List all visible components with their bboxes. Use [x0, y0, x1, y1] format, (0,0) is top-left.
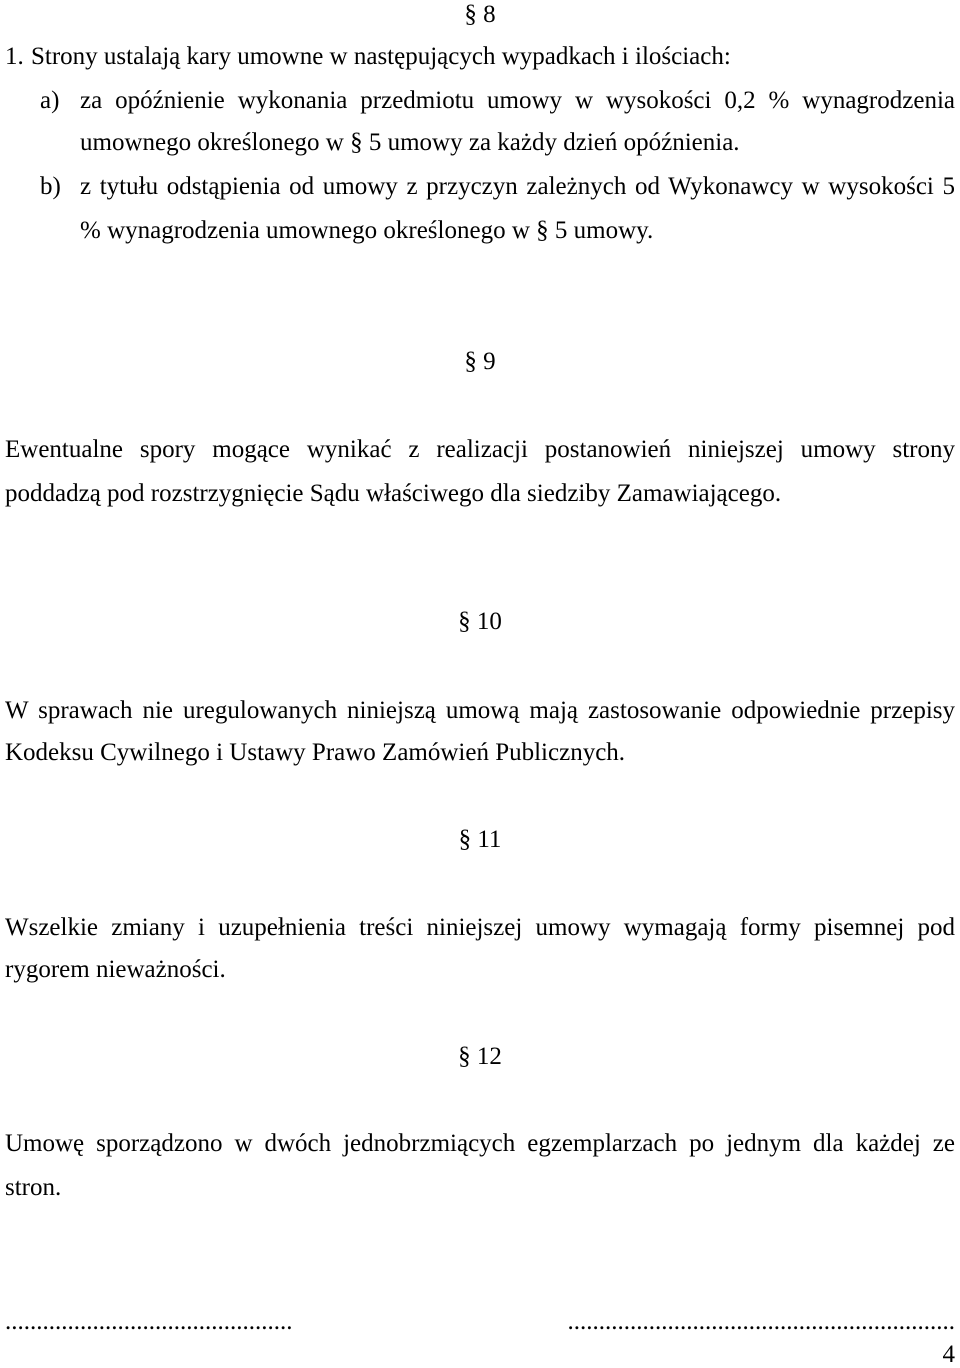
item-b-line-1: z tytułu odstąpienia od umowy z przyczyn zależnych od Wykonawcy w wysokości 5 [80, 173, 955, 200]
section-12-line-2: stron. [5, 1174, 62, 1201]
section-9-heading: § 9 [464, 348, 496, 375]
section-8-heading: § 8 [464, 1, 496, 28]
signature-line-left: .............................................. [5, 1308, 293, 1335]
section-10-line-1: W sprawach nie uregulowanych niniejszą umową mają zastosowanie odpowiednie przepisy [5, 697, 955, 724]
item-a-line-2: umownego określonego w § 5 umowy za każdy dzień opóźnienia. [80, 129, 740, 156]
section-12-heading: § 12 [458, 1043, 502, 1070]
item-a-line-1: za opóźnienie wykonania przedmiotu umowy w wysokości 0,2 % wynagrodzenia [80, 87, 955, 114]
section-9-line-1: Ewentualne spory mogące wynikać z realizacji postanowień niniejszej umowy strony [5, 436, 955, 463]
section-11-heading: § 11 [458, 826, 502, 853]
section-12-line-1: Umowę sporządzono w dwóch jednobrzmiących egzemplarzach po jednym dla każdej ze [5, 1130, 955, 1157]
section-10-line-2: Kodeksu Cywilnego i Ustawy Prawo Zamówień Publicznych. [5, 739, 626, 766]
section-11-line-1: Wszelkie zmiany i uzupełnienia treści niniejszej umowy wymagają formy pisemnej pod [5, 914, 955, 941]
item-b-line-2: % wynagrodzenia umownego określonego w § 5 umowy. [80, 217, 654, 244]
page-number: 4 [942, 1341, 955, 1368]
item-b-label: b) [40, 173, 61, 200]
section-9-line-2: poddadzą pod rozstrzygnięcie Sądu właściwego dla siedziby Zamawiającego. [5, 480, 782, 507]
section-11-line-2: rygorem nieważności. [5, 956, 226, 983]
item-1-text: Strony ustalają kary umowne w następujących wypadkach i ilościach: [31, 43, 731, 70]
item-1-number: 1. [5, 43, 24, 70]
section-10-heading: § 10 [458, 608, 502, 635]
signature-line-right: .............................................................. [567, 1308, 955, 1335]
item-a-label: a) [40, 87, 60, 114]
